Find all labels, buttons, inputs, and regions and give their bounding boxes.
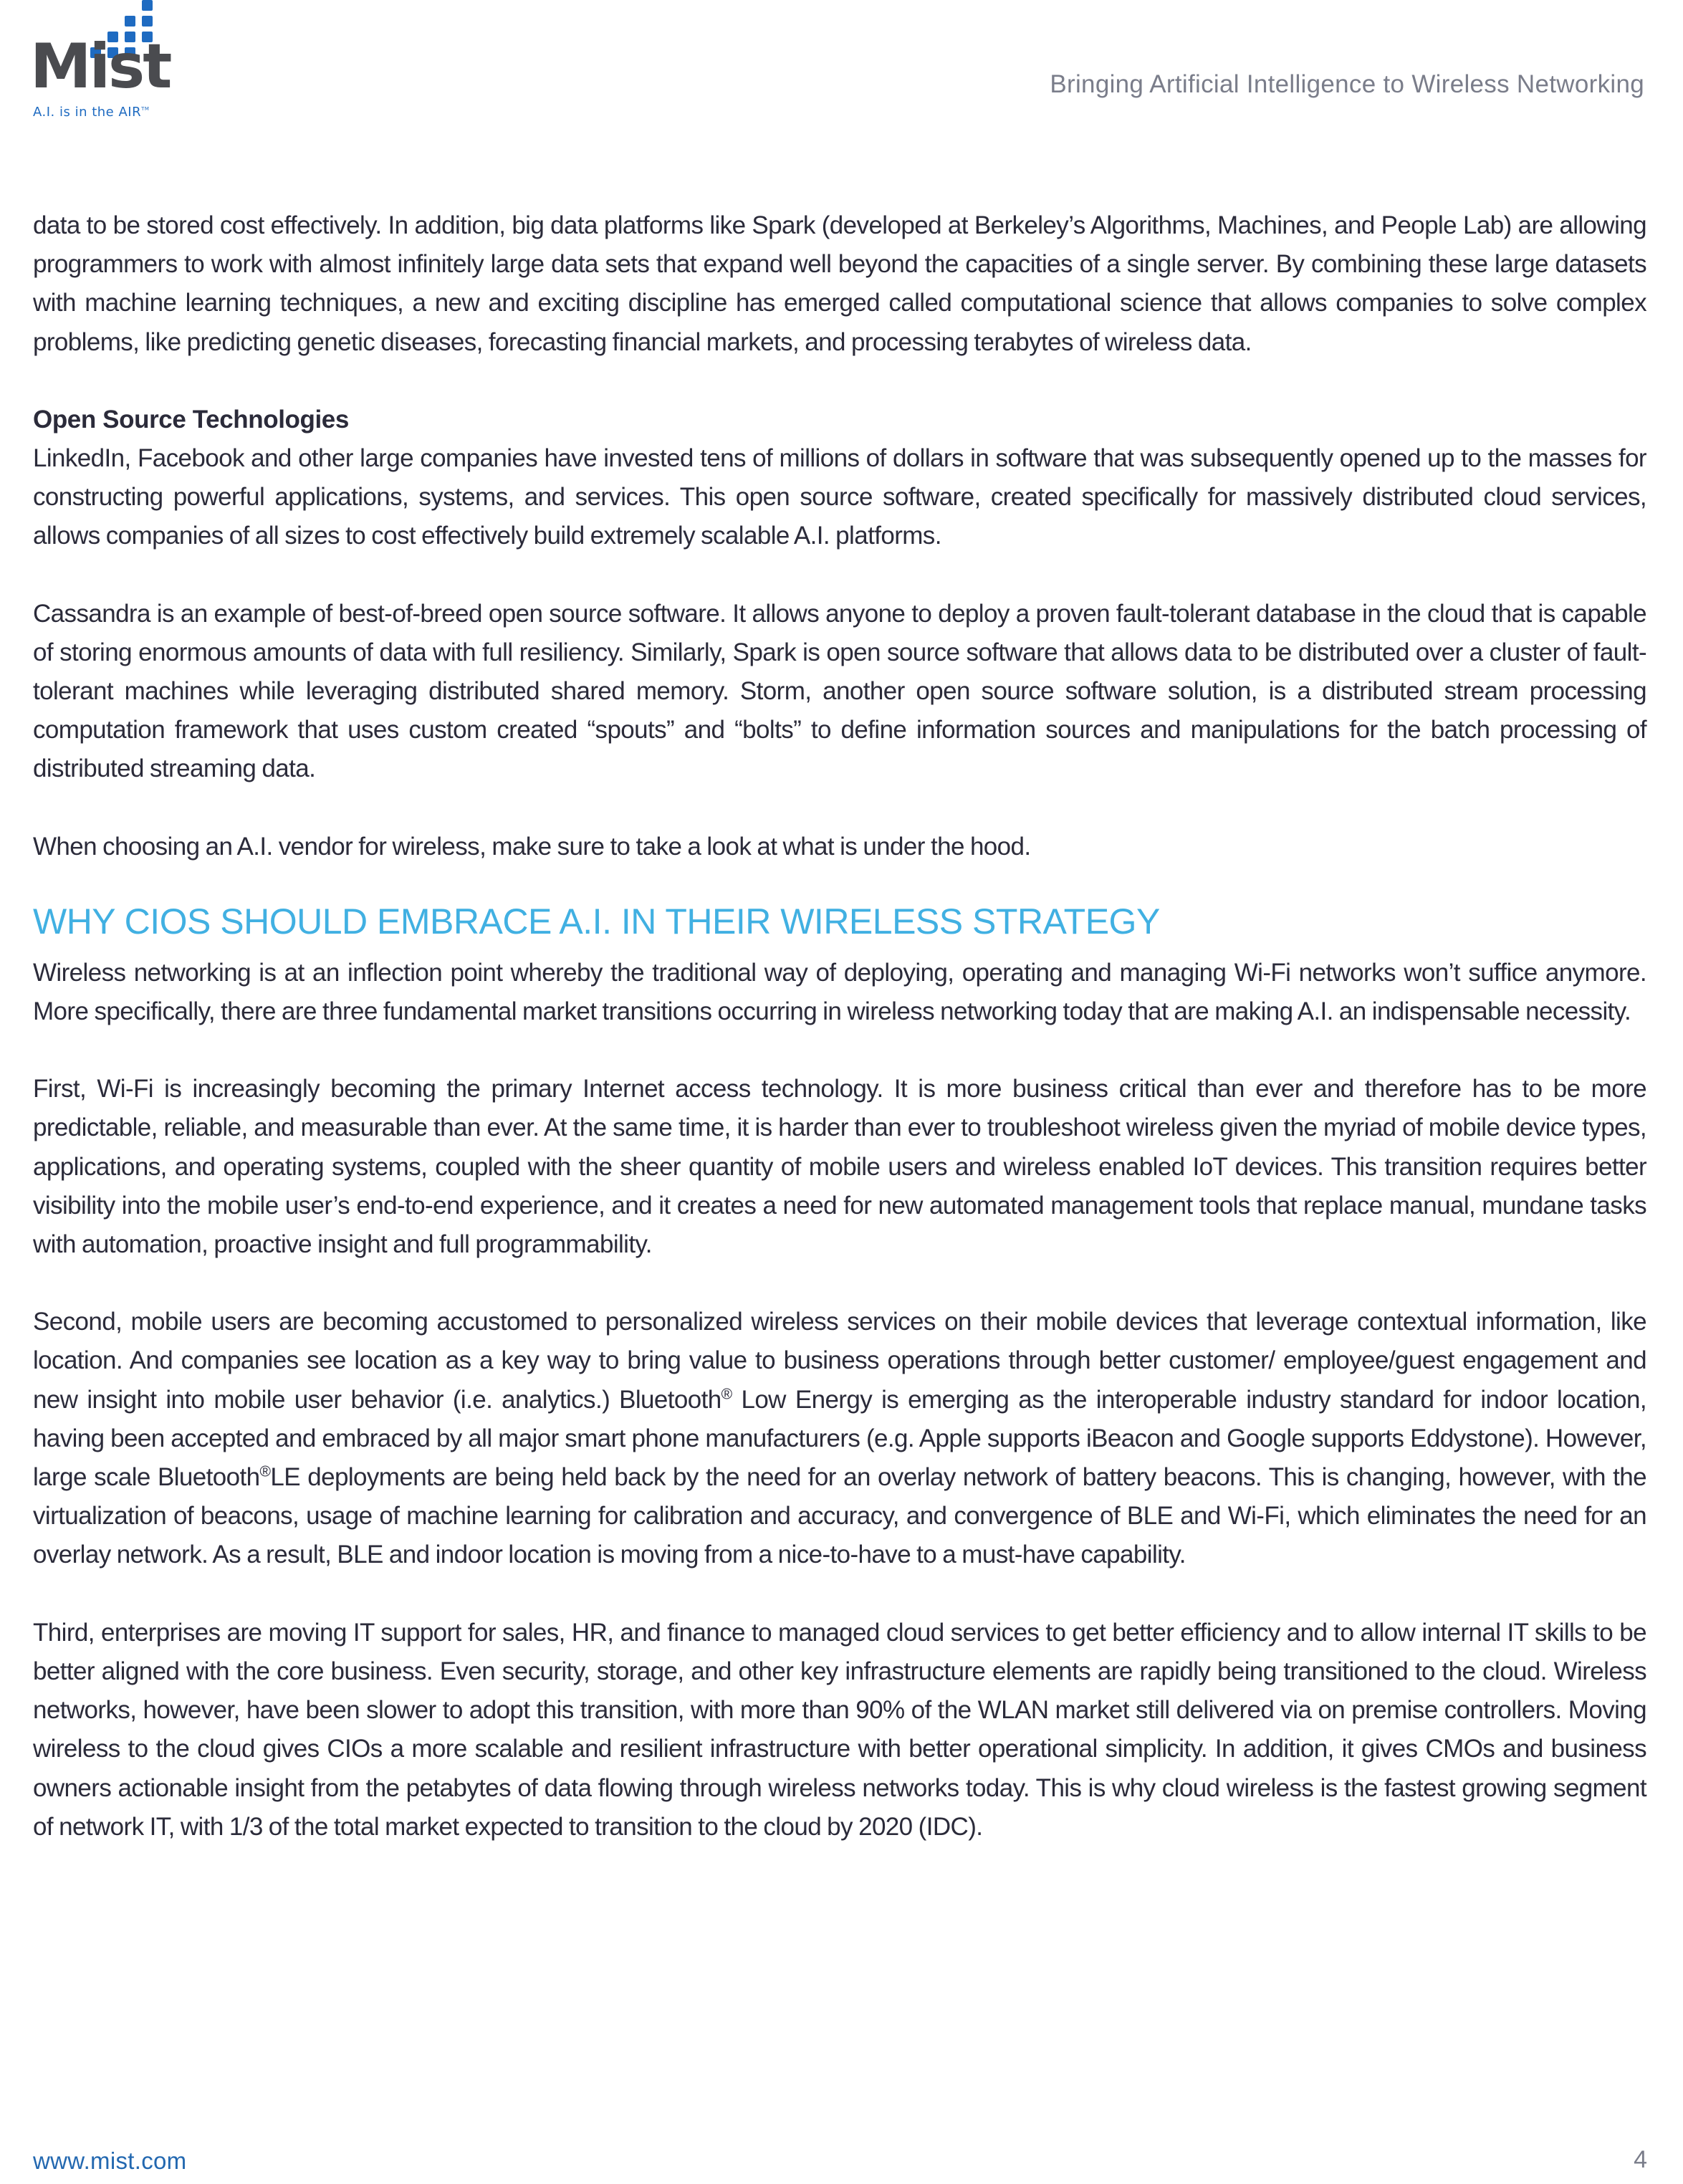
why-cios-intro-paragraph: Wireless networking is at an inflection point whereby the traditional way of deploying, operating and managing Wi-Fi networks won’t suffice anymore. More specifically, there are three fundamental market transitions occurring in wireless networking today that are making A.I. an indispensable necessity. [33, 958, 1646, 1026]
open-source-paragraph-1: LinkedIn, Facebook and other large companies have invested tens of millions of dollars in software that was subsequently opened up to the masses for constructing powerful applications, systems, and services. This open source software, created specifically for massively distributed cloud services, allows companies of all sizes to cost effectively build extremely scalable A.I. platforms. [33, 444, 1646, 550]
second-paragraph-part-2: Low Energy is emerging as the interoperable industry standard for indoor location, having been accepted and embraced by all major smart phone manufacturers (e.g. Apple supports iBeacon and Google supports Eddystone). However, large scale Bluetooth [33, 1385, 1646, 1492]
document-header-title: Bringing Artificial Intelligence to Wireless Networking [1050, 70, 1644, 98]
second-paragraph-part-1: Second, mobile users are becoming accustomed to personalized wireless services on their mobile devices that leverage contextual information, like location. And companies see location as a key way to bring value to business operations through better customer/ employee/guest engagement and new insight into mobile user behavior (i.e. analytics.) Bluetooth [33, 1308, 1646, 1414]
second-transition-paragraph [33, 1303, 1646, 1574]
open-source-heading: Open Source Technologies [33, 405, 349, 434]
registered-mark: ® [259, 1463, 271, 1480]
mist-logo [30, 0, 171, 125]
trademark-mark: TM [141, 106, 150, 112]
registered-mark: ® [721, 1386, 732, 1403]
logo-wordmark: Mist [30, 31, 171, 102]
page-number: 4 [1634, 2146, 1647, 2173]
logo-tagline [33, 105, 149, 120]
intro-paragraph: data to be stored cost effectively. In addition, big data platforms like Spark (developed at Berkeley’s Algorithms, Machines, and People Lab) are allowing programmers to work with almost infinitely large data sets that expand well beyond the capacities of a single server. By combining these large datasets with machine learning techniques, a new and exciting discipline has emerged called computational science that allows companies to solve complex problems, like predicting genetic diseases, forecasting financial markets, and processing terabytes of wireless data. [33, 211, 1646, 356]
why-cios-heading: WHY CIOS SHOULD EMBRACE A.I. IN THEIR WIRELESS STRATEGY [33, 901, 1160, 942]
second-paragraph-part-3: LE deployments are being held back by the need for an overlay network of battery beacons. This is changing, however, with the virtualization of beacons, usage of machine learning for calibration and accuracy, and convergence of BLE and Wi-Fi, which eliminates the need for an overlay network. As a result, BLE and indoor location is moving from a nice-to-have to a must-have capability. [33, 1463, 1646, 1569]
logo-tagline-text: A.I. is in the AIR [33, 105, 142, 120]
open-source-paragraph-2: Cassandra is an example of best-of-breed open source software. It allows anyone to deploy a proven fault-tolerant database in the cloud that is capable of storing enormous amounts of data with full resiliency. Similarly, Spark is open source software that allows data to be distributed over a cluster of fault-tolerant machines while leveraging distributed shared memory. Storm, another open source software solution, is a distributed stream processing computation framework that uses custom created “spouts” and “bolts” to define information sources and manipulations for the batch processing of distributed streaming data. [33, 599, 1646, 783]
page-content [33, 206, 1646, 1847]
first-transition-paragraph: First, Wi-Fi is increasingly becoming the primary Internet access technology. It is more business critical than ever and therefore has to be more predictable, reliable, and measurable than ever. At the same time, it is harder than ever to troubleshoot wireless given the myriad of mobile device types, applications, and operating systems, coupled with the sheer quantity of mobile users and wireless enabled IoT devices. This transition requires better visibility into the mobile user’s end-to-end experience, and it creates a need for new automated management tools that replace manual, mundane tasks with automation, proactive insight and full programmability. [33, 1075, 1646, 1259]
website-link[interactable]: www.mist.com [33, 2147, 187, 2174]
third-transition-paragraph: Third, enterprises are moving IT support for sales, HR, and finance to managed cloud services to get better efficiency and to allow internal IT skills to be better aligned with the core business. Even security, storage, and other key infrastructure elements are rapidly being transitioned to the cloud. Wireless networks, however, have been slower to adopt this transition, with more than 90% of the WLAN market still delivered via on premise controllers. Moving wireless to the cloud gives CIOs a more scalable and resilient infrastructure with better operational simplicity. In addition, it gives CMOs and business owners actionable insight from the petabytes of data flowing through wireless networks today. This is why cloud wireless is the fastest growing segment of network IT, with 1/3 of the total market expected to transition to the cloud by 2020 (IDC). [33, 1618, 1646, 1841]
open-source-paragraph-3: When choosing an A.I. vendor for wireless, make sure to take a look at what is under the hood. [33, 832, 1031, 861]
